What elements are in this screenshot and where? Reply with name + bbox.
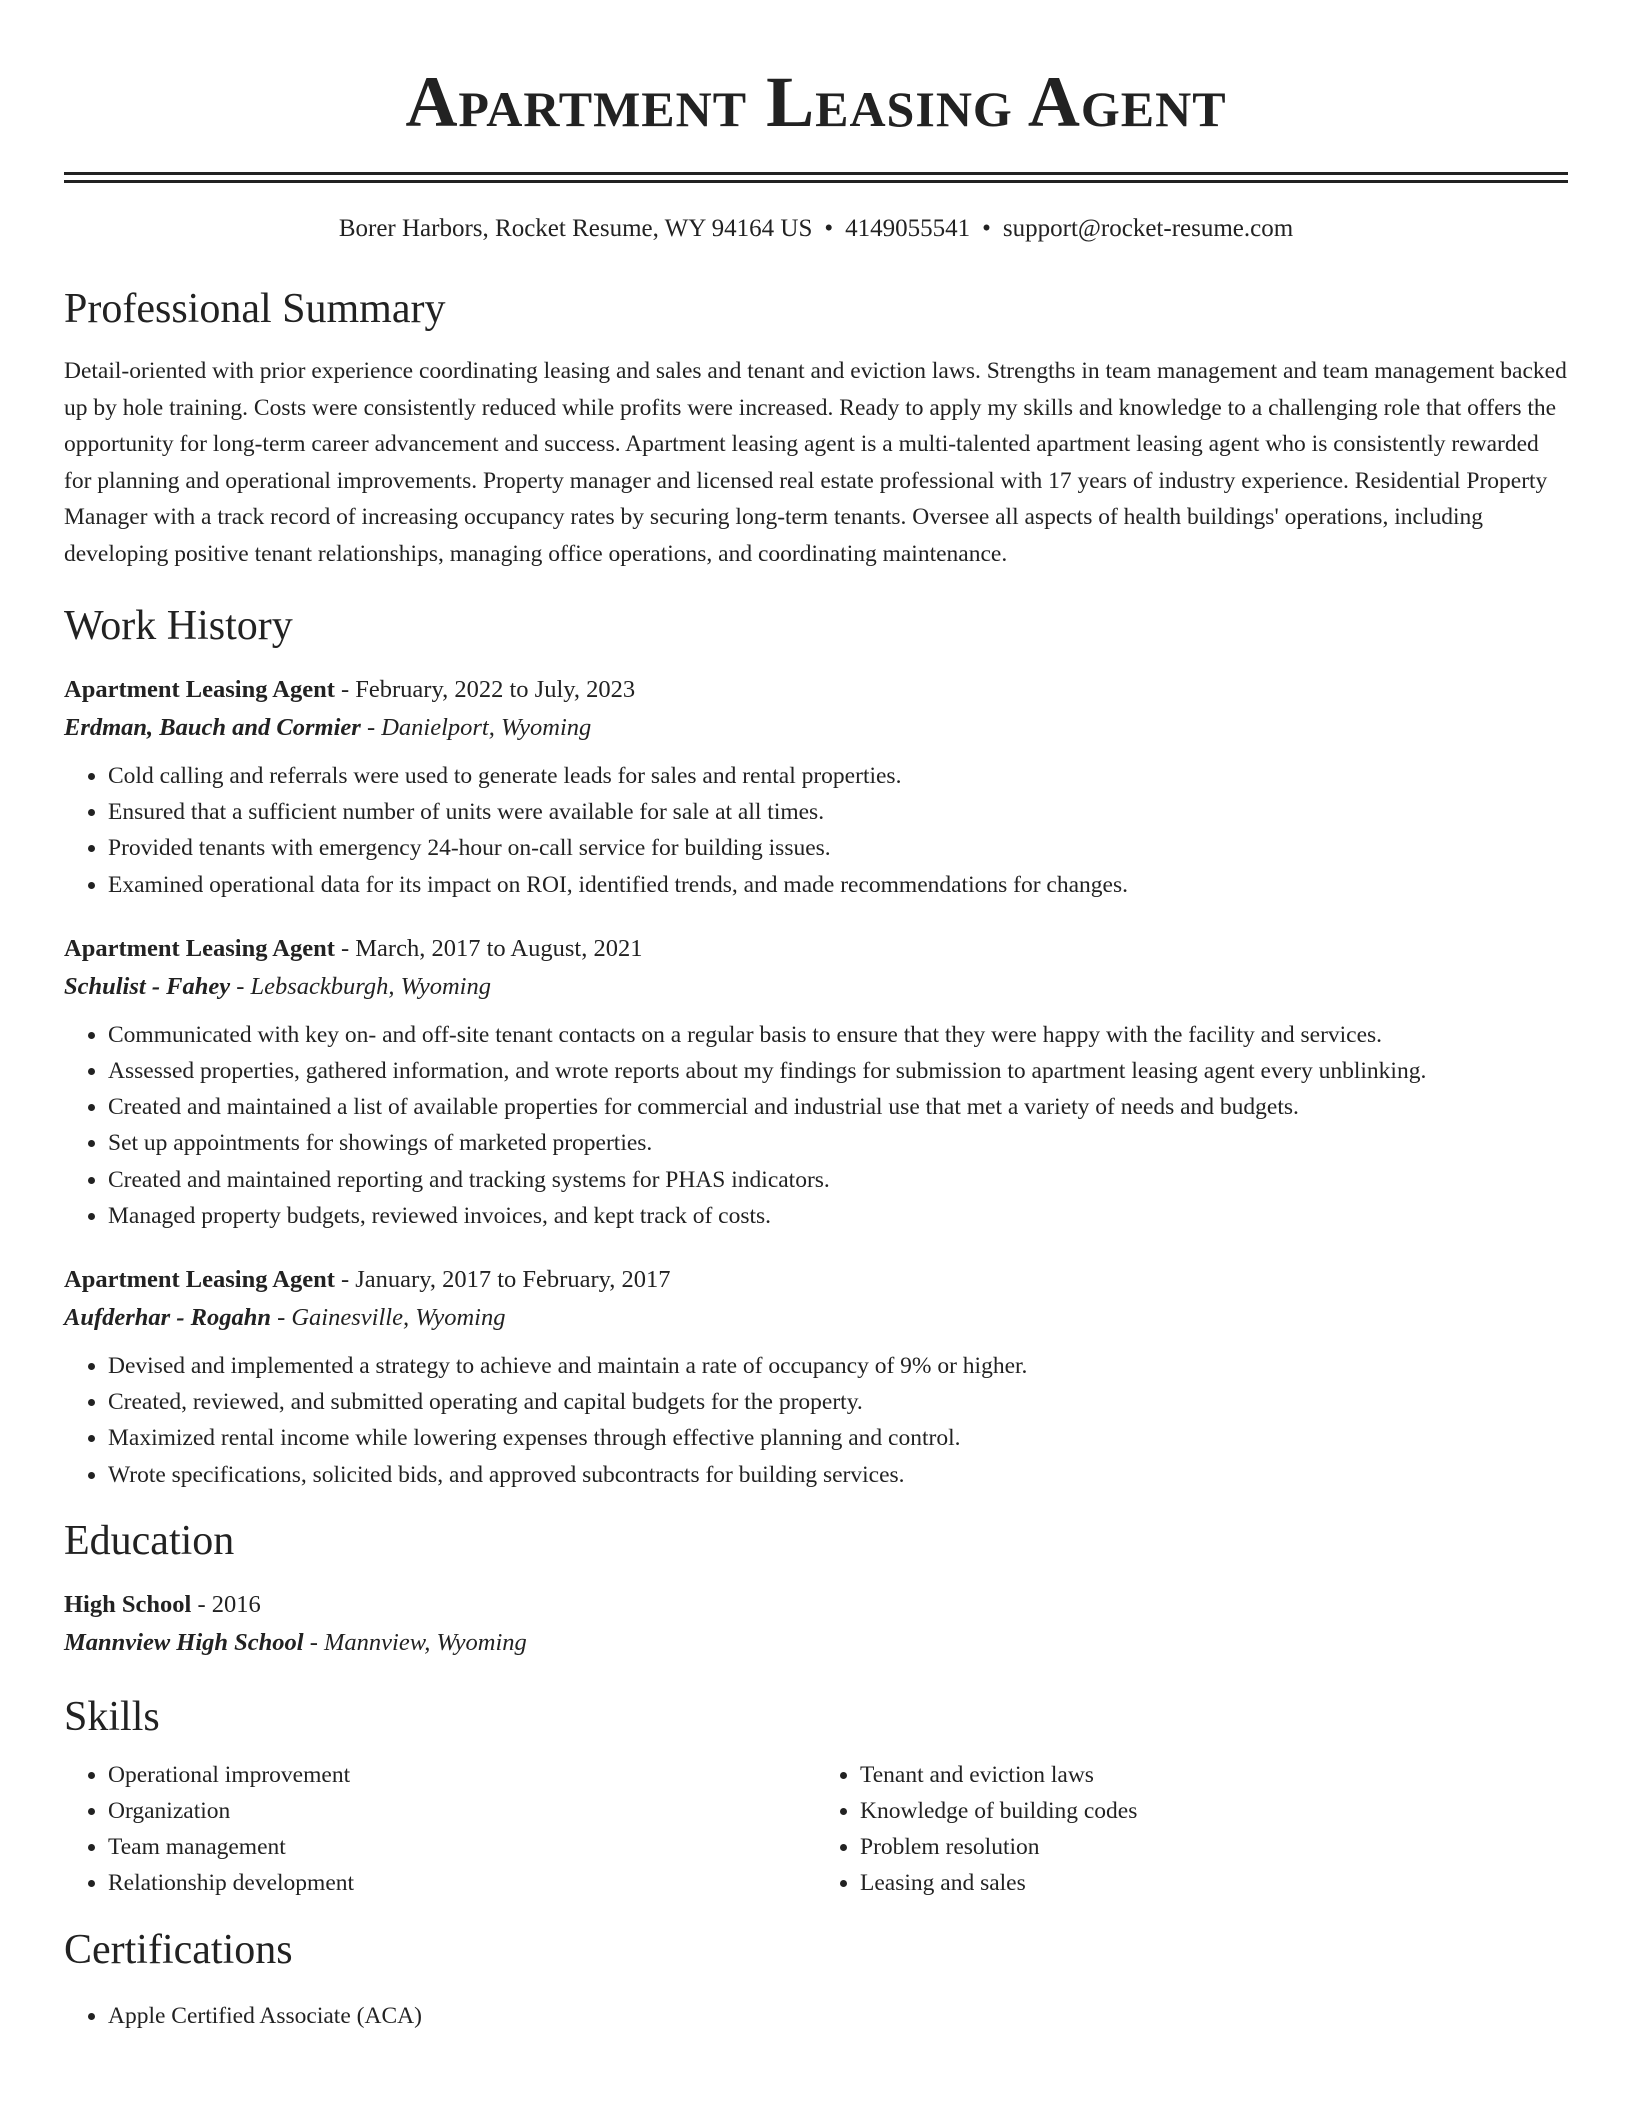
skills-list-right	[816, 1757, 1568, 1902]
job-bullets	[64, 1348, 1568, 1493]
certifications-heading: Certifications	[64, 1926, 293, 1973]
certifications-list	[64, 1998, 1568, 2034]
header-rule-bottom	[64, 180, 1568, 183]
list-item: • Relationship development	[108, 1865, 816, 1901]
list-item: • Created, reviewed, and submitted operating and capital budgets for the property.	[108, 1384, 1568, 1420]
job-bullets	[64, 758, 1568, 903]
list-item: • Communicated with key on- and off-site tenant contacts on a regular basis to ensure that they were happy with the facility and services.	[108, 1017, 1568, 1053]
resume-page	[64, 0, 1568, 2034]
list-item: • Provided tenants with emergency 24-hour on-call service for building issues.	[108, 830, 1568, 866]
contact-line	[64, 213, 1568, 245]
contact-separator: •	[824, 215, 834, 242]
job-location: - Danielport, Wyoming	[360, 714, 592, 741]
education-location: - Mannview, Wyoming	[303, 1628, 527, 1656]
education-entry	[64, 1587, 1568, 1663]
work-history-section	[64, 600, 1568, 1493]
list-item: • Apple Certified Associate (ACA)	[108, 1998, 1568, 2034]
job-title-line	[64, 931, 1568, 967]
list-item: • Created and maintained reporting and tracking systems for PHAS indicators.	[108, 1162, 1568, 1198]
job-title: Apartment Leasing Agent	[64, 934, 335, 962]
education-school: Mannview High School	[64, 1628, 304, 1656]
summary-section	[64, 283, 1568, 572]
list-item: • Devised and implemented a strategy to achieve and maintain a rate of occupancy of 9% or higher.	[108, 1348, 1568, 1384]
list-item: • Ensured that a sufficient number of units were available for sale at all times.	[108, 794, 1568, 830]
job-dates: - March, 2017 to August, 2021	[334, 934, 643, 962]
job-company-line	[64, 967, 1568, 1007]
list-item: • Team management	[108, 1829, 816, 1865]
skills-columns	[64, 1757, 1568, 1902]
job-bullets	[64, 1017, 1568, 1234]
contact-address: Borer Harbors, Rocket Resume, WY 94164 US	[338, 215, 813, 242]
list-item: • Set up appointments for showings of marketed properties.	[108, 1125, 1568, 1161]
list-item: • Leasing and sales	[860, 1865, 1568, 1901]
job-company-line	[64, 1298, 1568, 1338]
summary-text: Detail-oriented with prior experience coordinating leasing and sales and tenant and eviction laws. Strengths in team management and team management backed up by hole training. Costs were consistently reduced while profits were increased. Ready to apply my skills and knowledge to a challenging role that offers the opportunity for long-term career advancement and success. Apartment leasing agent is a multi-talented apartment leasing agent who is consistently rewarded for planning and operational improvements. Property manager and licensed real estate professional with 17 years of industry experience. Residential Property Manager with a track record of increasing occupancy rates by securing long-term tenants. Oversee all aspects of health buildings' operations, including developing positive tenant relationships, managing office operations, and coordinating maintenance.	[64, 358, 1567, 567]
job-dates: - January, 2017 to February, 2017	[334, 1266, 671, 1294]
job-entry	[64, 672, 1568, 903]
job-title-line	[64, 672, 1568, 708]
contact-separator: •	[982, 215, 991, 242]
job-entry	[64, 1262, 1568, 1493]
list-item: • Problem resolution	[860, 1829, 1568, 1865]
contact-email: support@rocket-resume.com	[1002, 215, 1294, 242]
list-item: • Assessed properties, gathered information, and wrote reports about my findings for submission to apartment leasing agent every unblinking.	[108, 1053, 1568, 1089]
work-history-heading: Work History	[64, 603, 293, 649]
list-item: • Knowledge of building codes	[860, 1793, 1568, 1829]
skills-section	[64, 1691, 1568, 1902]
education-degree: High School	[64, 1590, 192, 1618]
job-company-line	[64, 708, 1568, 748]
job-entry	[64, 931, 1568, 1234]
summary-heading: Professional Summary	[64, 286, 446, 332]
education-heading: Education	[64, 1517, 235, 1564]
certifications-section	[64, 1924, 1568, 2034]
list-item: • Created and maintained a list of available properties for commercial and industrial use that met a variety of needs and budgets.	[108, 1089, 1568, 1125]
job-company: Aufderhar - Rogahn	[64, 1304, 271, 1332]
list-item: • Maximized rental income while lowering expenses through effective planning and control.	[108, 1420, 1568, 1456]
skills-heading: Skills	[64, 1693, 160, 1740]
job-company: Schulist - Fahey	[64, 972, 231, 1000]
education-degree-line	[64, 1587, 1568, 1623]
job-title: Apartment Leasing Agent	[64, 1266, 335, 1294]
list-item: • Wrote specifications, solicited bids, and approved subcontracts for building services.	[108, 1457, 1568, 1493]
job-title: Apartment Leasing Agent	[64, 676, 335, 703]
contact-phone: 4149055541	[845, 215, 971, 242]
resume-name: Apartment Leasing Agent	[405, 62, 1227, 142]
job-location: - Gainesville, Wyoming	[270, 1304, 506, 1332]
job-dates: - February, 2022 to July, 2023	[334, 676, 636, 703]
job-location: - Lebsackburgh, Wyoming	[230, 972, 491, 1000]
list-item: • Organization	[108, 1793, 816, 1829]
education-year: - 2016	[191, 1590, 261, 1618]
job-company: Erdman, Bauch and Cormier	[64, 714, 361, 741]
education-section	[64, 1515, 1568, 1663]
list-item: • Managed property budgets, reviewed invoices, and kept track of costs.	[108, 1198, 1568, 1234]
list-item: • Examined operational data for its impact on ROI, identified trends, and made recommendations for changes.	[108, 867, 1568, 903]
list-item: • Cold calling and referrals were used to generate leads for sales and rental properties.	[108, 758, 1568, 794]
job-title-line	[64, 1262, 1568, 1298]
header-rule-top	[64, 172, 1568, 175]
list-item: • Operational improvement	[108, 1757, 816, 1793]
list-item: • Tenant and eviction laws	[860, 1757, 1568, 1793]
education-school-line	[64, 1623, 1568, 1663]
skills-list-left	[64, 1757, 816, 1902]
